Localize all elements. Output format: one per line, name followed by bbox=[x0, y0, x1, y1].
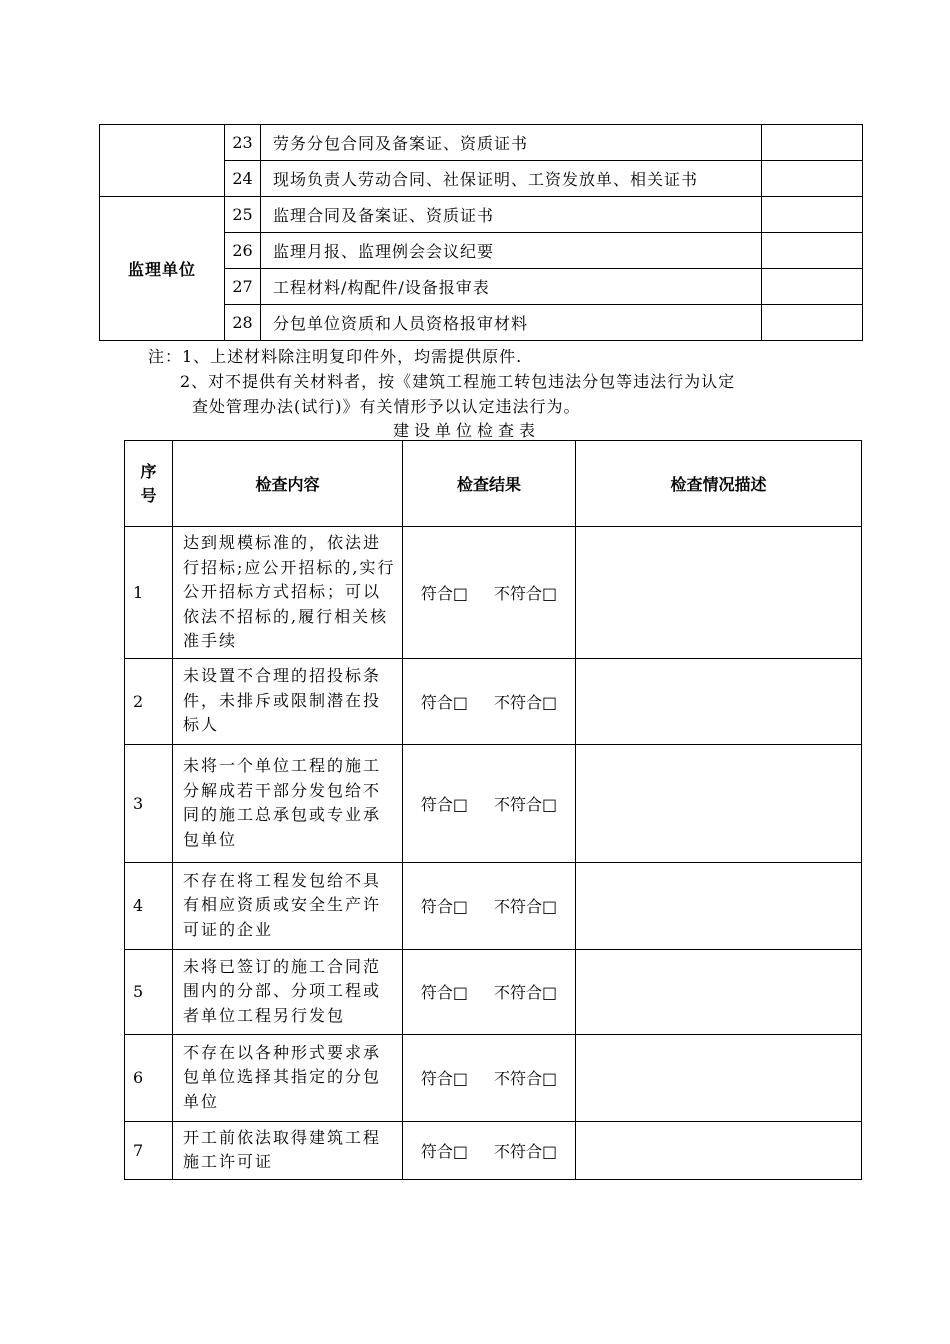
fail-checkbox[interactable]: 不符合□ bbox=[494, 692, 558, 712]
item-number: 25 bbox=[225, 197, 261, 233]
check-content: 不存在将工程发包给不具有相应资质或安全生产许可证的企业 bbox=[173, 862, 403, 949]
check-result bbox=[403, 862, 576, 949]
table-row bbox=[125, 744, 862, 862]
table-row bbox=[125, 862, 862, 949]
pass-checkbox[interactable]: 符合□ bbox=[420, 794, 468, 814]
row-index: 6 bbox=[125, 1034, 173, 1121]
description-cell[interactable] bbox=[576, 862, 862, 949]
description-cell[interactable] bbox=[576, 658, 862, 744]
item-description: 监理月报、监理例会会议纪要 bbox=[261, 233, 762, 269]
description-cell[interactable] bbox=[576, 1121, 862, 1179]
check-content: 未将已签订的施工合同范围内的分部、分项工程或者单位工程另行发包 bbox=[173, 949, 403, 1034]
table-row bbox=[125, 658, 862, 744]
item-number: 28 bbox=[225, 305, 261, 341]
inspection-table bbox=[124, 440, 862, 1180]
row-index: 7 bbox=[125, 1121, 173, 1179]
description-cell[interactable] bbox=[576, 1034, 862, 1121]
fail-checkbox[interactable]: 不符合□ bbox=[494, 583, 558, 603]
header-description: 检查情况描述 bbox=[576, 441, 862, 527]
check-cell bbox=[762, 305, 863, 341]
check-content: 不存在以各种形式要求承包单位选择其指定的分包单位 bbox=[173, 1034, 403, 1121]
fail-checkbox[interactable]: 不符合□ bbox=[494, 1141, 558, 1161]
item-number: 26 bbox=[225, 233, 261, 269]
pass-checkbox[interactable]: 符合□ bbox=[420, 897, 468, 916]
pass-checkbox[interactable]: 符合□ bbox=[420, 692, 468, 712]
check-cell bbox=[762, 125, 863, 161]
header-row bbox=[125, 441, 862, 527]
item-description: 工程材料/构配件/设备报审表 bbox=[261, 269, 762, 305]
check-result bbox=[403, 527, 576, 659]
pass-checkbox[interactable]: 符合□ bbox=[420, 1069, 468, 1088]
table-row bbox=[125, 527, 862, 659]
row-index: 5 bbox=[125, 949, 173, 1034]
check-result bbox=[403, 949, 576, 1034]
check-cell bbox=[762, 161, 863, 197]
table-row bbox=[125, 949, 862, 1034]
item-number: 24 bbox=[225, 161, 261, 197]
unit-cell bbox=[100, 125, 225, 197]
table-row bbox=[100, 197, 863, 233]
item-number: 27 bbox=[225, 269, 261, 305]
fail-checkbox[interactable]: 不符合□ bbox=[494, 794, 558, 814]
fail-checkbox[interactable]: 不符合□ bbox=[494, 983, 558, 1002]
fail-checkbox[interactable]: 不符合□ bbox=[494, 897, 558, 916]
row-index: 3 bbox=[125, 744, 173, 862]
pass-checkbox[interactable]: 符合□ bbox=[420, 983, 468, 1002]
description-cell[interactable] bbox=[576, 744, 862, 862]
inspection-table-title: 建设单位检查表 bbox=[393, 421, 541, 440]
description-cell[interactable] bbox=[576, 949, 862, 1034]
pass-checkbox[interactable]: 符合□ bbox=[420, 583, 468, 603]
materials-table bbox=[99, 124, 863, 341]
item-description: 监理合同及备案证、资质证书 bbox=[261, 197, 762, 233]
row-index: 4 bbox=[125, 862, 173, 949]
check-cell bbox=[762, 233, 863, 269]
check-content: 未设置不合理的招投标条件，未排斥或限制潜在投标人 bbox=[173, 658, 403, 744]
unit-cell-supervision: 监理单位 bbox=[100, 197, 225, 341]
item-description: 现场负责人劳动合同、社保证明、工资发放单、相关证书 bbox=[261, 161, 762, 197]
item-number: 23 bbox=[225, 125, 261, 161]
header-seq-line-2: 号 bbox=[140, 485, 157, 505]
fail-checkbox[interactable]: 不符合□ bbox=[494, 1069, 558, 1088]
pass-checkbox[interactable]: 符合□ bbox=[420, 1141, 468, 1161]
check-result bbox=[403, 744, 576, 862]
item-description: 分包单位资质和人员资格报审材料 bbox=[261, 305, 762, 341]
header-seq bbox=[125, 441, 173, 527]
row-index: 1 bbox=[125, 527, 173, 659]
note-line-1: 注：1、上述材料除注明复印件外，均需提供原件. bbox=[148, 347, 523, 366]
table-row bbox=[125, 1121, 862, 1179]
note-line-3: 查处管理办法(试行)》有关情形予以认定违法行为。 bbox=[192, 397, 581, 416]
row-index: 2 bbox=[125, 658, 173, 744]
check-content: 未将一个单位工程的施工分解成若干部分发包给不同的施工总承包或专业承包单位 bbox=[173, 744, 403, 862]
check-content: 开工前依法取得建筑工程施工许可证 bbox=[173, 1121, 403, 1179]
table-row bbox=[125, 1034, 862, 1121]
check-cell bbox=[762, 197, 863, 233]
check-result bbox=[403, 1034, 576, 1121]
description-cell[interactable] bbox=[576, 527, 862, 659]
check-cell bbox=[762, 269, 863, 305]
item-description: 劳务分包合同及备案证、资质证书 bbox=[261, 125, 762, 161]
check-result bbox=[403, 658, 576, 744]
header-result: 检查结果 bbox=[403, 441, 576, 527]
header-seq-line-1: 序 bbox=[140, 461, 157, 481]
check-result bbox=[403, 1121, 576, 1179]
note-line-2: 2、对不提供有关材料者，按《建筑工程施工转包违法分包等违法行为认定 bbox=[180, 372, 736, 391]
header-content: 检查内容 bbox=[173, 441, 403, 527]
check-content: 达到规模标准的，依法进行招标;应公开招标的,实行公开招标方式招标；可以依法不招标的,履行相关核准手续 bbox=[173, 527, 403, 659]
table-row bbox=[100, 125, 863, 161]
